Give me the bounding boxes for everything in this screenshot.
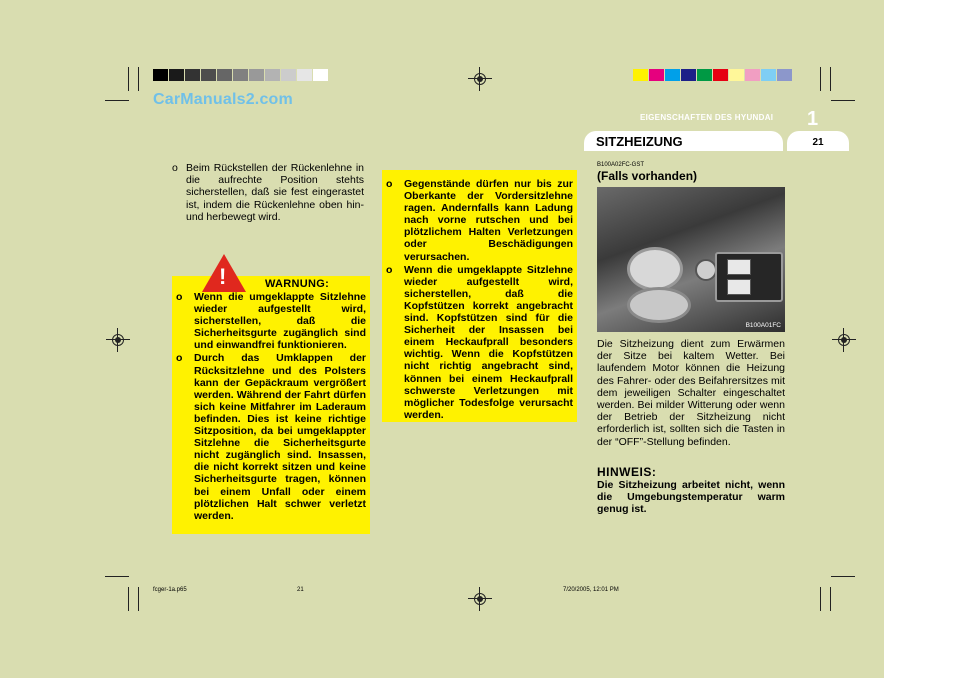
intro-paragraph (172, 162, 364, 223)
calibration-swatch (745, 69, 761, 81)
seat-heating-section (597, 162, 785, 515)
calibration-swatch (265, 69, 281, 81)
crop-mark (128, 587, 129, 611)
registration-mark-icon (472, 71, 488, 87)
seat-heater-switch-photo (597, 187, 785, 332)
calibration-swatch (777, 69, 793, 81)
calibration-swatch (633, 69, 649, 81)
calibration-swatch (201, 69, 217, 81)
registration-mark-icon (110, 332, 126, 348)
section-label: EIGENSCHAFTEN DES HYUNDAI (640, 113, 774, 122)
warning-item: o Wenn die umgeklappte Sitzlehne wieder aufgestellt wird, sicherstellen, daß die Kopfstützen korrekt angebracht sind. Kopfstützen sind für die Sicherheit der Insassen bei einem Heckaufprall besonders wichtig. Wenn die Kopfstützen nicht richtig angebracht sind, können bei einem Heckaufprall schwerste Verletzungen mit möglicher Todesfolge verursacht werden. (386, 263, 573, 421)
color-calibration-bar (633, 69, 793, 81)
crop-mark (831, 100, 855, 101)
crop-mark (830, 587, 831, 611)
footer-filename: fcger-1a.p65 (153, 587, 187, 593)
calibration-swatch (713, 69, 729, 81)
calibration-swatch (761, 69, 777, 81)
calibration-swatch (281, 69, 297, 81)
body-text: Die Sitzheizung dient zum Erwärmen der Sitze bei kaltem Wetter. Bei laufendem Motor können die Heizung des Fahrer- oder des Beifahrersitzes mit dem jeweiligen Schalter eingeschaltet werden. Bei milder Witterung oder wenn der Betrieb der Sitzheizung nicht erforderlich ist, sollten sich die Tasten in der “OFF”-Stellung befinden. (597, 338, 785, 448)
warning-item: o Durch das Umklappen der Rücksitzlehne und des Polsters kann der Gepäckraum vergrößert werden. Während der Fahrt dürfen sich keine Mitfahrer im Laderaum befinden. Dies ist keine richtige Sitzposition, da bei umgeklappter Sitzlehne die Sicherheitsgurte nicht zugänglich sind. Insassen, die nicht korrekt sitzen und keine Sicherheitsgurte tragen, können bei einem Unfall oder einem plötzlichen Halt schwer verletzt werden. (176, 352, 366, 522)
watermark-link[interactable]: CarManuals2.com (153, 91, 293, 108)
crop-mark (831, 576, 855, 577)
page-number: 21 (787, 131, 849, 151)
registration-mark-icon (472, 591, 488, 607)
crop-mark (138, 587, 139, 611)
calibration-swatch (697, 69, 713, 81)
warning-triangle-icon: ! (202, 254, 246, 292)
calibration-swatch (233, 69, 249, 81)
warning-item: o Gegenstände dürfen nur bis zur Oberkante der Vordersitzlehne ragen. Andernfalls kann Ladung nach vorne rutschen und bei plötzlichem Halten Verletzungen oder Beschädigungen verursachen. (386, 178, 573, 263)
bullet-marker: o (172, 162, 178, 174)
calibration-swatch (297, 69, 313, 81)
subheading: (Falls vorhanden) (597, 169, 698, 183)
crop-mark (105, 576, 129, 577)
crop-mark (820, 587, 821, 611)
warning-item: o Wenn die umgeklappte Sitzlehne wieder aufgestellt wird, sicherstellen, daß die Sicherheitsgurte zugänglich sind und einwandfrei funktionieren. (176, 291, 366, 352)
footer-timestamp: 7/20/2005, 12:01 PM (563, 587, 619, 593)
page-title: SITZHEIZUNG (584, 131, 783, 151)
calibration-swatch (313, 69, 329, 81)
calibration-swatch (185, 69, 201, 81)
warning-box-continued (382, 170, 577, 422)
warning-title: WARNUNG: (264, 278, 330, 290)
calibration-swatch (665, 69, 681, 81)
crop-mark (820, 67, 821, 91)
chapter-number: 1 (807, 108, 819, 130)
calibration-swatch (153, 69, 169, 81)
crop-mark (830, 67, 831, 91)
warning-box (172, 264, 370, 534)
calibration-swatch (681, 69, 697, 81)
crop-mark (138, 67, 139, 91)
note-text: Die Sitzheizung arbeitet nicht, wenn die Umgebungstemperatur warm genug ist. (597, 478, 785, 516)
calibration-swatch (649, 69, 665, 81)
note-title: HINWEIS: (597, 464, 657, 479)
intro-text: Beim Rückstellen der Rückenlehne in die aufrechte Position stehts sicherstellen, daß sie fest eingerastet ist, indem die Rückenlehne oben hin- und herbewegt wird. (186, 162, 364, 223)
crop-mark (105, 100, 129, 101)
gray-calibration-bar (153, 69, 329, 81)
crop-mark (128, 67, 129, 91)
calibration-swatch (217, 69, 233, 81)
photo-caption: B100A01FC (745, 322, 781, 329)
footer-page: 21 (297, 587, 304, 593)
calibration-swatch (729, 69, 745, 81)
reference-code: B100A02FC-GST (597, 162, 645, 168)
calibration-swatch (249, 69, 265, 81)
calibration-swatch (169, 69, 185, 81)
registration-mark-icon (836, 332, 852, 348)
page-margin (884, 0, 960, 678)
